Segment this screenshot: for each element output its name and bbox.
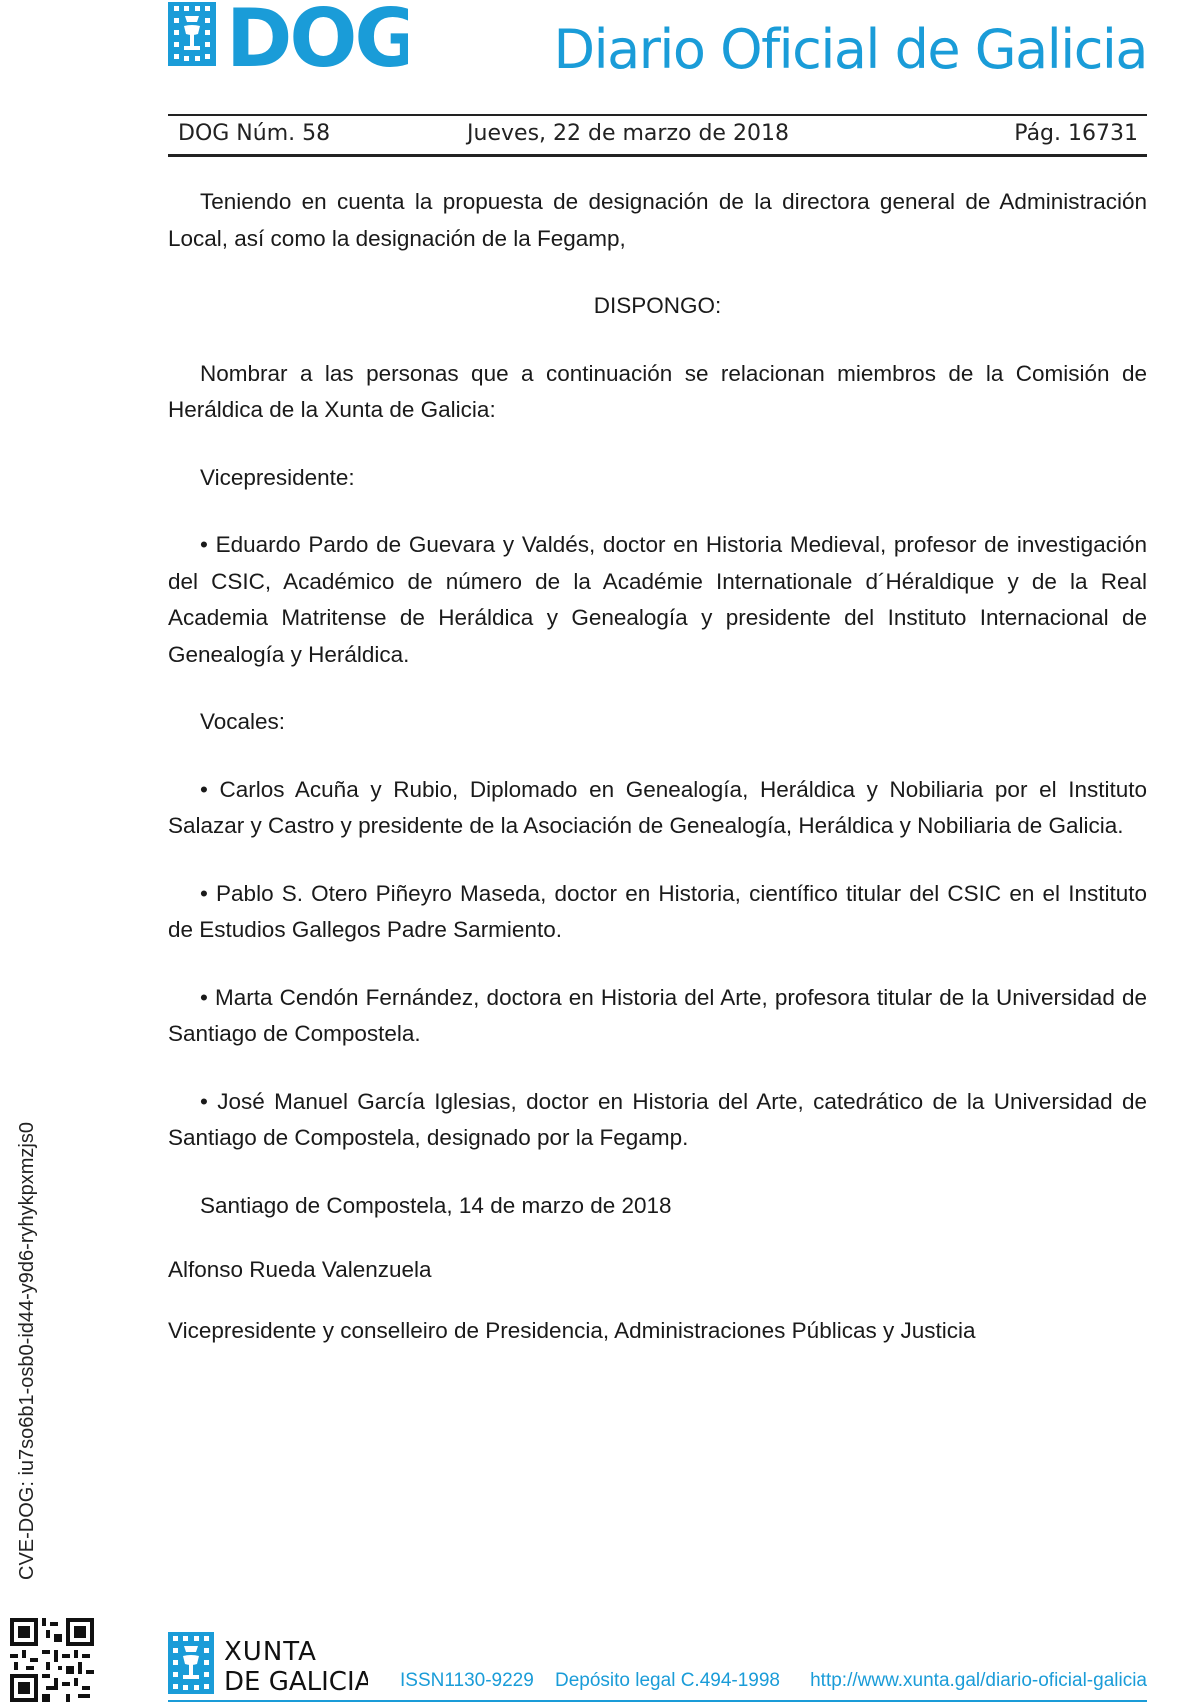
svg-text:XUNTA: XUNTA <box>224 1637 317 1667</box>
document-body <box>168 184 1147 1377</box>
issn: ISSN1130-9229 <box>400 1670 534 1691</box>
place-date: Santiago de Compostela, 14 de marzo de 2018 <box>200 1192 672 1218</box>
cve-code: CVE-DOG: iu7so6b1-osb0-id44-y9d6-ryhykpxmzjs0 <box>16 1122 38 1580</box>
intro-paragraph: Teniendo en cuenta la propuesta de designación de la directora general de Administración Local, así como la designación de la Fegamp, <box>168 189 1147 251</box>
vicepresidente-item: • Eduardo Pardo de Guevara y Valdés, doctor en Historia Medieval, profesor de investigación del CSIC, Académico de número de la Académie Internationale d´Héraldique y de la Real Academia Matritense de Heráldica y Genealogía y presidente del Instituto Internacional de Genealogía y Heráldica. <box>168 532 1147 667</box>
vocal-item: • Marta Cendón Fernández, doctora en Historia del Arte, profesora titular de la Universidad de Santiago de Compostela. <box>168 984 1147 1046</box>
issue-number: DOG Núm. 58 <box>178 121 331 146</box>
vocales-label: Vocales: <box>200 709 286 734</box>
signature-block <box>168 1255 1147 1346</box>
vocal-item: • Pablo S. Otero Piñeyro Maseda, doctor en Historia, científico titular del CSIC en el Instituto de Estudios Gallegos Padre Sarmiento. <box>168 880 1147 942</box>
header-rule-bottom <box>168 154 1147 157</box>
website-link[interactable]: http://www.xunta.gal/diario-oficial-galicia <box>810 1670 1147 1691</box>
vicepresidente-label: Vicepresidente: <box>200 464 355 490</box>
journal-title: Diario Oficial de Galicia <box>553 18 1147 81</box>
svg-text:DOG: DOG <box>226 0 408 76</box>
signer-name: Alfonso Rueda Valenzuela <box>168 1257 432 1282</box>
issue-date: Jueves, 22 de marzo de 2018 <box>467 121 789 146</box>
signer-title: Vicepresidente y conselleiro de Presidencia, Administraciones Públicas y Justicia <box>168 1318 976 1343</box>
svg-text:DE GALICIA: DE GALICIA <box>224 1667 368 1696</box>
dispongo-heading: DISPONGO: <box>593 293 722 318</box>
appointment-paragraph: Nombrar a las personas que a continuación se relacionan miembros de la Comisión de Heráldica de la Xunta de Galicia: <box>168 360 1147 422</box>
xunta-logo <box>168 1632 368 1696</box>
legal-deposit: Depósito legal C.494-1998 <box>555 1670 780 1691</box>
footer-rule <box>168 1700 1147 1702</box>
page-number: Pág. 16731 <box>1014 121 1138 146</box>
header-rule-top <box>168 114 1147 116</box>
vocal-item: • Carlos Acuña y Rubio, Diplomado en Genealogía, Heráldica y Nobiliaria por el Instituto Salazar y Castro y presidente de la Asociación de Genealogía, Heráldica y Nobiliaria de Galicia. <box>168 776 1147 838</box>
dog-logo <box>168 0 408 76</box>
vocal-item: • José Manuel García Iglesias, doctor en Historia del Arte, catedrático de la Universidad de Santiago de Compostela, designado por la Fegamp. <box>168 1088 1147 1150</box>
qr-code <box>10 1618 94 1702</box>
